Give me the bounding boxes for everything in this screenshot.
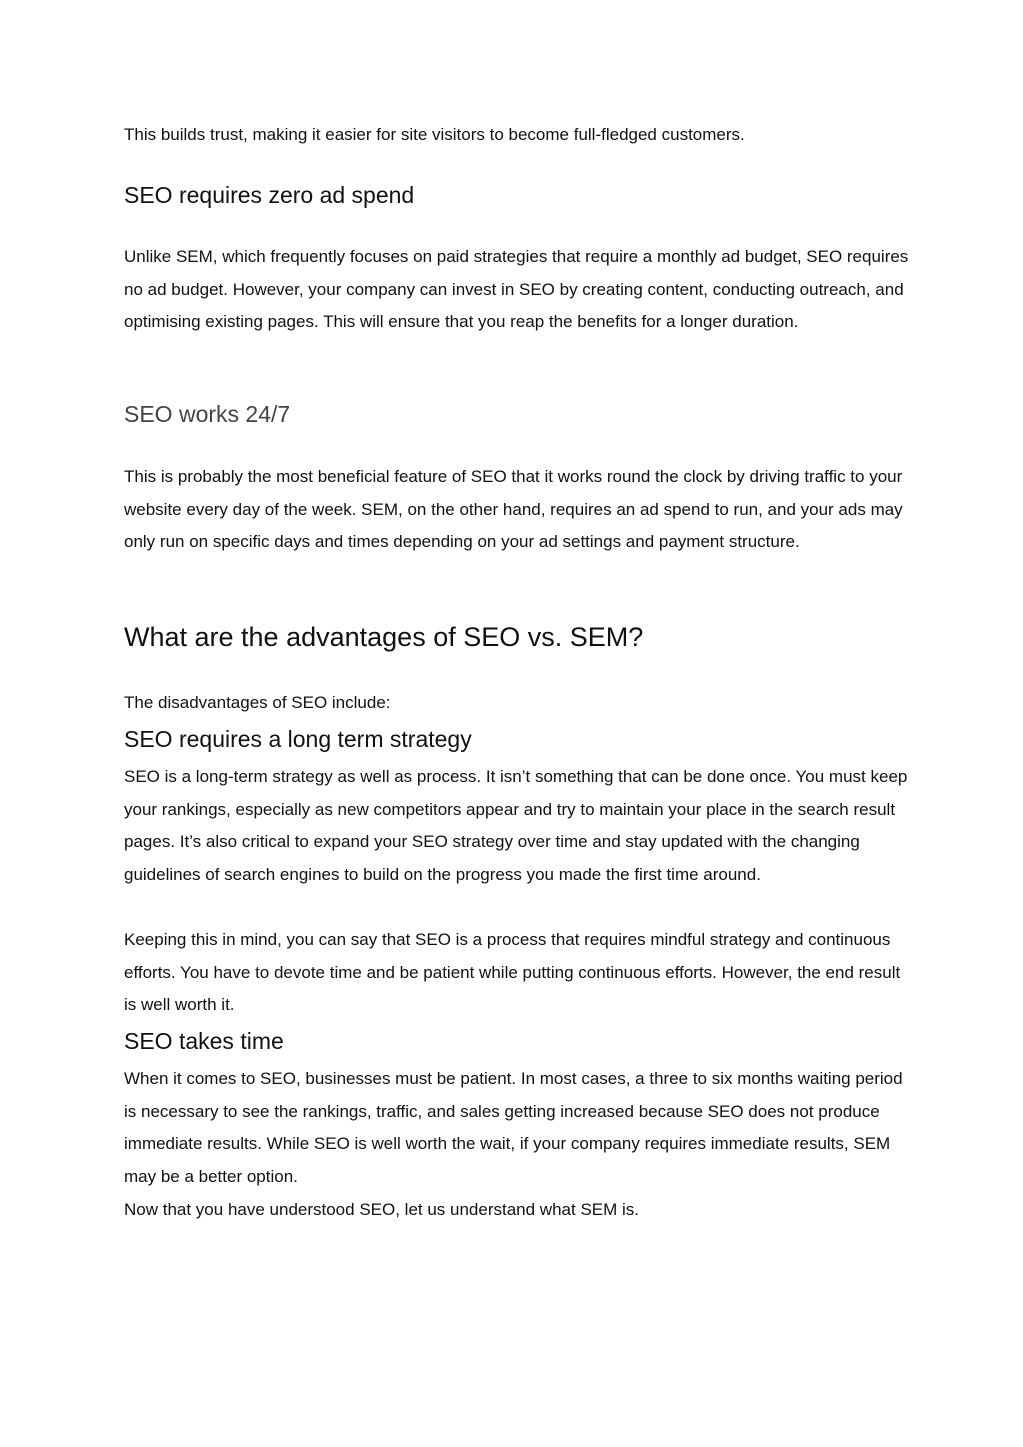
disadvantage-paragraph-takes-time-2: Now that you have understood SEO, let us understand what SEM is. — [124, 1200, 640, 1219]
disadvantage-heading-takes-time: SEO takes time — [124, 1028, 284, 1054]
disadvantage-paragraph-long-term-2: Keeping this in mind, you can say that SEO is a process that requires mindful strategy and continuous efforts. You have to devote time and be patient while putting continuous efforts. However, the end result is well worth it. — [124, 930, 901, 1015]
section-paragraph-zero-ad-spend: Unlike SEM, which frequently focuses on paid strategies that require a monthly ad budget, SEO requires no ad budget. However, your company can invest in SEO by creating content, conducting outreach, and optimising existing pages. This will ensure that you reap the benefits for a longer duration. — [124, 247, 909, 332]
section-paragraph-works-24-7: This is probably the most beneficial feature of SEO that it works round the clock by driving traffic to your website every day of the week. SEM, on the other hand, requires an ad spend to run, and your ads may only run on specific days and times depending on your ad settings and payment structure. — [124, 467, 903, 552]
section-heading-zero-ad-spend: SEO requires zero ad spend — [124, 182, 415, 208]
disadvantage-paragraph-long-term-1: SEO is a long-term strategy as well as process. It isn’t something that can be done once. You must keep your rankings, especially as new competitors appear and try to maintain your place in the search result pages. It’s also critical to expand your SEO strategy over time and stay updated with the changing guidelines of search engines to build on the progress you made the first time around. — [124, 767, 908, 885]
intro-paragraph: This builds trust, making it easier for site visitors to become full-fledged customers. — [124, 125, 745, 144]
disadvantages-intro: The disadvantages of SEO include: — [124, 693, 391, 712]
disadvantage-heading-long-term: SEO requires a long term strategy — [124, 726, 472, 752]
disadvantage-paragraph-takes-time-1: When it comes to SEO, businesses must be patient. In most cases, a three to six months waiting period is necessary to see the rankings, traffic, and sales getting increased because SEO does not produce immediate results. While SEO is well worth the wait, if your company requires immediate results, SEM may be a better option. — [124, 1069, 903, 1187]
main-heading-advantages: What are the advantages of SEO vs. SEM? — [124, 622, 644, 652]
section-heading-works-24-7: SEO works 24/7 — [124, 401, 291, 427]
